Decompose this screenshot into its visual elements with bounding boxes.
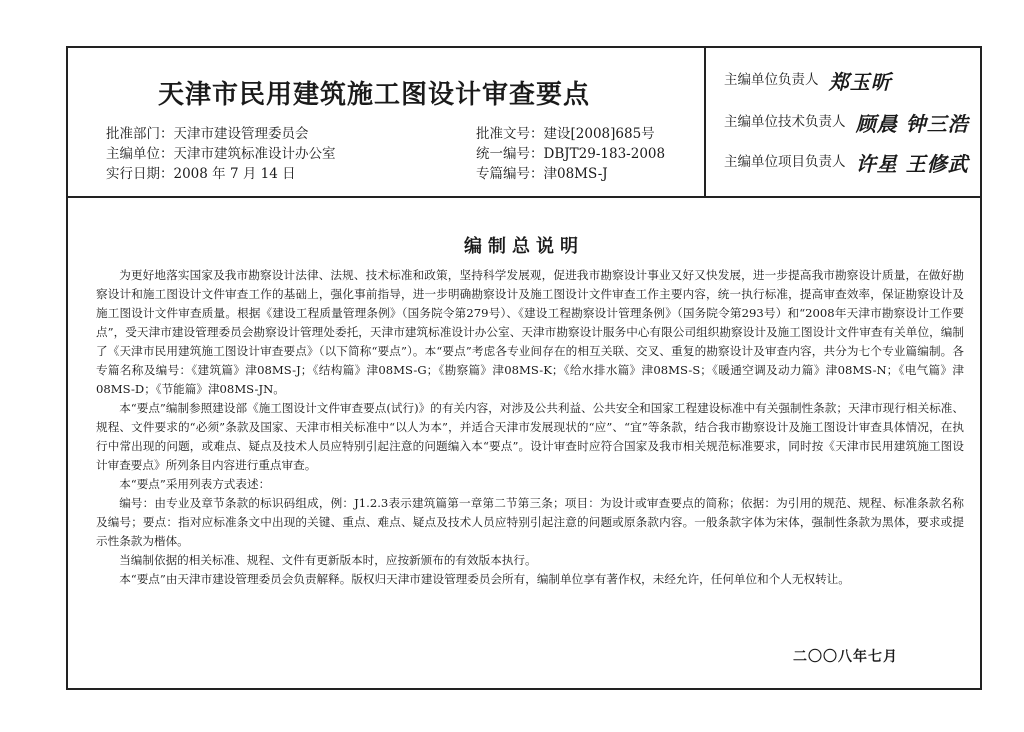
title-block xyxy=(68,48,980,198)
document-date: 二〇〇八年七月 xyxy=(793,649,898,665)
responsible-label: 主编单位项目负责人 xyxy=(724,154,846,170)
responsible-row xyxy=(724,66,892,95)
document-body xyxy=(68,198,980,688)
signature: 顾晨 钟三浩 xyxy=(855,112,969,136)
paragraph: 当编制依据的相关标准、规程、文件有更新版本时，应按新颁布的有效版本执行。 xyxy=(119,553,537,567)
section-title: 编制总说明 xyxy=(464,236,584,257)
approval-number: 批准文号：建设[2008]685号 xyxy=(476,126,655,142)
effective-date: 实行日期：2008 年 7 月 14 日 xyxy=(106,166,296,182)
responsible-label: 主编单位技术负责人 xyxy=(724,114,846,130)
paragraph: 本“要点”由天津市建设管理委员会负责解释。版权归天津市建设管理委员会所有，编制单位享有著作权，未经允许，任何单位和个人无权转让。 xyxy=(119,572,850,586)
paragraph: 编号：由专业及章节条款的标识码组成，例：J1.2.3表示建筑篇第一章第二节第三条；项目：为设计或审查要点的简称；依据：为引用的规范、规程、标准条款名称及编号；要点：指对应标准条文中出现的关键、重点、难点、疑点及技术人员应特别引起注意的问题或原条款内容。一般条款字体为宋体，强制性条款为黑体，要求或提示性条款为楷体。 xyxy=(96,496,964,548)
unified-number: 统一编号：DBJT29-183-2008 xyxy=(476,146,666,162)
responsibles-block xyxy=(704,48,980,196)
document-frame xyxy=(66,46,982,690)
approval-department: 批准部门：天津市建设管理委员会 xyxy=(106,126,309,142)
document-title: 天津市民用建筑施工图设计审查要点 xyxy=(158,80,591,110)
album-number: 专篇编号：津08MS-J xyxy=(476,166,608,182)
title-block-left xyxy=(68,48,704,196)
responsible-row xyxy=(724,148,969,177)
paragraph: 为更好地落实国家及我市勘察设计法律、法规、技术标准和政策，坚持科学发展观，促进我市勘察设计事业又好又快发展，进一步提高我市勘察设计质量，在做好勘察设计和施工图设计文件审查工作的基础上，强化事前指导，进一步明确勘察设计及施工图设计文件审查工作主要内容，统一执行标准，提高审查效率，保证勘察设计及施工图设计文件审查质量。根据《建设工程质量管理条例》（国务院令第279号）、《建设工程勘察设计管理条例》（国务院令第293号）和“2008年天津市勘察设计工作要点”，受天津市建设管理委员会勘察设计管理处委托，天津市建筑标准设计办公室、天津市勘察设计服务中心有限公司组织勘察设计及施工图设计文件审查有关单位，编制了《天津市民用建筑施工图设计审查要点》（以下简称“要点”）。本“要点”考虑各专业间存在的相互关联、交叉、重复的勘察设计及审查内容，共分为七个专业篇编制。各专篇名称及编号：《建筑篇》津08MS-J；《结构篇》津08MS-G；《勘察篇》津08MS-K；《给水排水篇》津08MS-S；《暖通空调及动力篇》津08MS-N；《电气篇》津08MS-D；《节能篇》津08MS-JN。 xyxy=(96,268,964,396)
document-numbers xyxy=(476,124,665,184)
signature: 许星 王修武 xyxy=(855,152,969,176)
editor-unit: 主编单位：天津市建筑标准设计办公室 xyxy=(106,146,336,162)
approval-info xyxy=(106,124,336,184)
paragraph: 本“要点”采用列表方式表述： xyxy=(119,477,271,491)
responsible-label: 主编单位负责人 xyxy=(724,72,819,88)
responsible-row xyxy=(724,108,969,137)
explanation-text xyxy=(96,266,964,589)
signature: 郑玉昕 xyxy=(828,70,892,94)
paragraph: 本“要点”编制参照建设部《施工图设计文件审查要点(试行)》的有关内容，对涉及公共利益、公共安全和国家工程建设标准中有关强制性条款；天津市现行相关标准、规程、文件要求的“必须”条款及国家、天津市相关标准中“以人为本”，并适合天津市发展现状的“应”、“宜”等条款，结合我市勘察设计及施工图设计审查具体情况，在执行中常出现的问题，或难点、疑点及技术人员应特别引起注意的问题编入本“要点”。设计审查时应符合国家及我市相关规范标准要求，同时按《天津市民用建筑施工图设计审查要点》所列条目内容进行重点审查。 xyxy=(96,401,964,472)
